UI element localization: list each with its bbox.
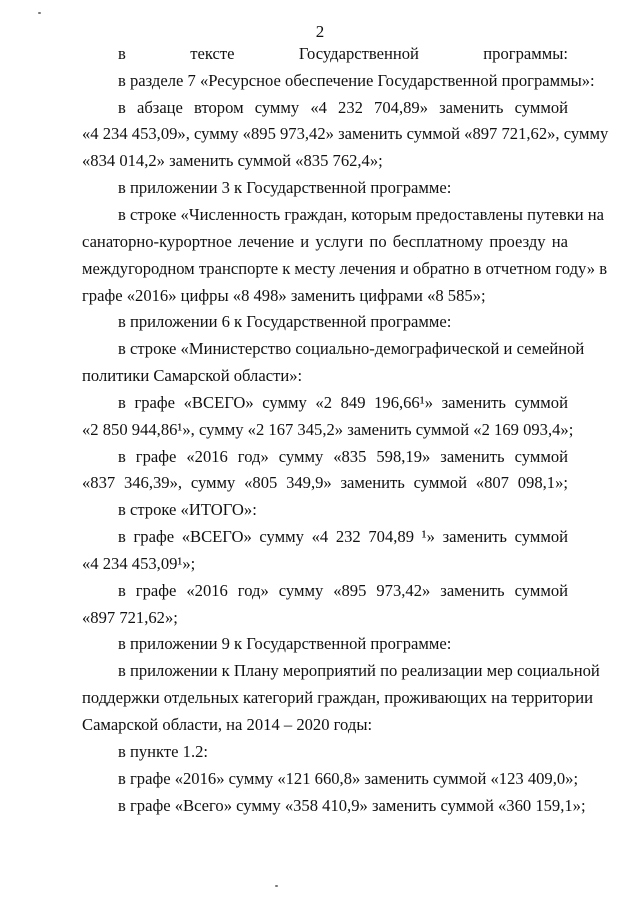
text-line: в графе «2016 год» сумму «835 598,19» заменить суммой — [118, 447, 568, 466]
text-line: в приложении 6 к Государственной программе: — [118, 312, 452, 331]
text-line: в приложении 9 к Государственной программе: — [118, 634, 452, 653]
text-line: в пункте 1.2: — [118, 742, 209, 761]
text-line: в графе «ВСЕГО» сумму «4 232 704,89 ¹» заменить суммой — [118, 527, 568, 546]
text-line: поддержки отдельных категорий граждан, проживающих на территории — [82, 688, 593, 707]
text-line: в приложении к Плану мероприятий по реализации мер социальной — [118, 661, 600, 680]
text-line: в строке «Министерство социально-демографической и семейной — [118, 339, 585, 358]
text-line: «834 014,2» заменить суммой «835 762,4»; — [82, 151, 383, 170]
text-line: в строке «Численность граждан, которым предоставлены путевки на — [118, 205, 605, 224]
text-line: междугородном транспорте к месту лечения и обратно в отчетном году» в — [82, 259, 608, 278]
text-line: в абзаце втором сумму «4 232 704,89» заменить суммой — [118, 98, 568, 117]
text-line: санаторно-курортное лечение и услуги по бесплатному проезду на — [82, 232, 568, 251]
text-line: в графе «2016» сумму «121 660,8» заменить суммой «123 409,0»; — [118, 769, 579, 788]
scan-speck — [275, 885, 278, 887]
text-line: в графе «ВСЕГО» сумму «2 849 196,66¹» заменить суммой — [118, 393, 568, 412]
text-line: «4 234 453,09¹»; — [82, 554, 196, 573]
text-line: политики Самарской области»: — [82, 366, 303, 385]
text-line: в приложении 3 к Государственной программе: — [118, 178, 452, 197]
text-line: в графе «2016 год» сумму «895 973,42» заменить суммой — [118, 581, 568, 600]
text-line: в разделе 7 «Ресурсное обеспечение Государственной программы»: — [118, 71, 595, 90]
text-line: «837 346,39», сумму «805 349,9» заменить суммой «807 098,1»; — [82, 473, 568, 492]
text-line: «2 850 944,86¹», сумму «2 167 345,2» заменить суммой «2 169 093,4»; — [82, 420, 574, 439]
text-line: «897 721,62»; — [82, 608, 178, 627]
text-line: в тексте Государственной программы: — [118, 44, 568, 63]
text-line: «4 234 453,09», сумму «895 973,42» заменить суммой «897 721,62», сумму — [82, 124, 609, 143]
text-line: Самарской области, на 2014 – 2020 годы: — [82, 715, 373, 734]
text-line: графе «2016» цифры «8 498» заменить цифрами «8 585»; — [82, 286, 486, 305]
page-number: 2 — [315, 22, 325, 41]
text-line: в строке «ИТОГО»: — [118, 500, 257, 519]
scan-speck — [38, 12, 41, 14]
text-line: в графе «Всего» сумму «358 410,9» заменить суммой «360 159,1»; — [118, 796, 586, 815]
